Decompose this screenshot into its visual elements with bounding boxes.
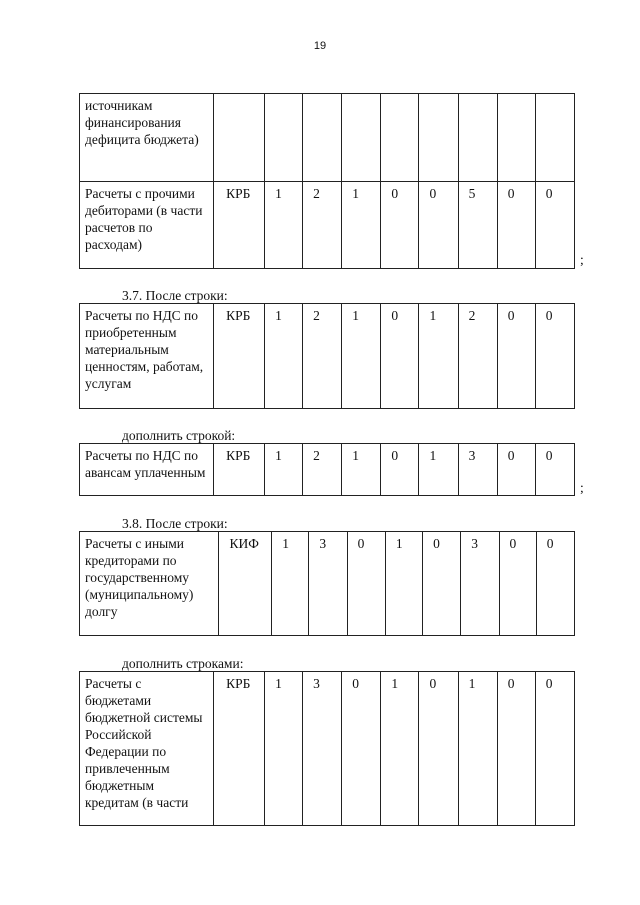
- digit-cell: 0: [419, 672, 458, 826]
- digit-cell: 0: [497, 444, 535, 496]
- row-code: [214, 94, 265, 182]
- digit-cell: 0: [497, 304, 535, 409]
- digit-cell: 1: [381, 672, 419, 826]
- digit-cell: 1: [265, 182, 303, 269]
- table-row: [80, 94, 575, 182]
- digit-cell: 3: [458, 444, 497, 496]
- table-row: [80, 182, 575, 269]
- digit-cell: 0: [499, 532, 536, 636]
- digit-cell: [458, 94, 497, 182]
- digit-cell: 0: [535, 182, 574, 269]
- digit-cell: 2: [303, 444, 342, 496]
- row-code: КРБ: [214, 444, 265, 496]
- digit-cell: 2: [303, 304, 342, 409]
- digit-cell: 0: [419, 182, 458, 269]
- digit-cell: 3: [309, 532, 347, 636]
- digit-cell: 0: [535, 672, 574, 826]
- digit-cell: 0: [536, 532, 574, 636]
- digit-cell: 1: [272, 532, 309, 636]
- table-row: [80, 444, 575, 496]
- page-number: 19: [313, 40, 327, 52]
- row-name: Расчеты с бюджетами бюджетной системы Российской Федерации по привлеченным бюджетным кредитам (в части: [80, 672, 214, 826]
- section-caption: 3.8. После строки:: [122, 516, 228, 531]
- row-terminator: ;: [580, 480, 584, 495]
- section-caption: дополнить строками:: [122, 656, 244, 671]
- digit-cell: 0: [497, 672, 535, 826]
- digit-cell: 1: [265, 672, 303, 826]
- digit-cell: 5: [458, 182, 497, 269]
- row-name: Расчеты по НДС по авансам уплаченным: [80, 444, 214, 496]
- account-table-5: [79, 671, 575, 826]
- row-code: КРБ: [214, 304, 265, 409]
- digit-cell: [265, 94, 303, 182]
- digit-cell: 0: [535, 444, 574, 496]
- digit-cell: [303, 94, 342, 182]
- digit-cell: 1: [265, 304, 303, 409]
- account-table-3: [79, 443, 575, 496]
- digit-cell: [419, 94, 458, 182]
- digit-cell: 1: [385, 532, 422, 636]
- digit-cell: 1: [342, 182, 381, 269]
- section-caption: 3.7. После строки:: [122, 288, 228, 303]
- digit-cell: [342, 94, 381, 182]
- table-row: [80, 532, 575, 636]
- digit-cell: [535, 94, 574, 182]
- table-row: [80, 304, 575, 409]
- digit-cell: 0: [423, 532, 461, 636]
- digit-cell: 1: [419, 304, 458, 409]
- row-code: КРБ: [214, 182, 265, 269]
- digit-cell: 1: [419, 444, 458, 496]
- digit-cell: 2: [458, 304, 497, 409]
- digit-cell: 1: [265, 444, 303, 496]
- digit-cell: 0: [347, 532, 385, 636]
- row-name: Расчеты с иными кредиторами по государственному (муниципальному) долгу: [80, 532, 219, 636]
- digit-cell: [497, 94, 535, 182]
- digit-cell: 1: [458, 672, 497, 826]
- row-code: КИФ: [219, 532, 272, 636]
- account-table-1: [79, 93, 575, 269]
- digit-cell: 0: [381, 304, 419, 409]
- digit-cell: 0: [342, 672, 381, 826]
- digit-cell: 0: [381, 182, 419, 269]
- digit-cell: 1: [342, 444, 381, 496]
- section-caption: дополнить строкой:: [122, 428, 236, 443]
- account-table-2: [79, 303, 575, 409]
- digit-cell: 3: [303, 672, 342, 826]
- row-name: Расчеты по НДС по приобретенным материальным ценностям, работам, услугам: [80, 304, 214, 409]
- row-name: Расчеты с прочими дебиторами (в части расчетов по расходам): [80, 182, 214, 269]
- digit-cell: 2: [303, 182, 342, 269]
- row-terminator: ;: [580, 252, 584, 267]
- table-row: [80, 672, 575, 826]
- account-table-4: [79, 531, 575, 636]
- digit-cell: 0: [497, 182, 535, 269]
- digit-cell: 1: [342, 304, 381, 409]
- row-name: источникам финансирования дефицита бюджета): [80, 94, 214, 182]
- digit-cell: 0: [381, 444, 419, 496]
- digit-cell: [381, 94, 419, 182]
- digit-cell: 0: [535, 304, 574, 409]
- row-code: КРБ: [214, 672, 265, 826]
- digit-cell: 3: [461, 532, 499, 636]
